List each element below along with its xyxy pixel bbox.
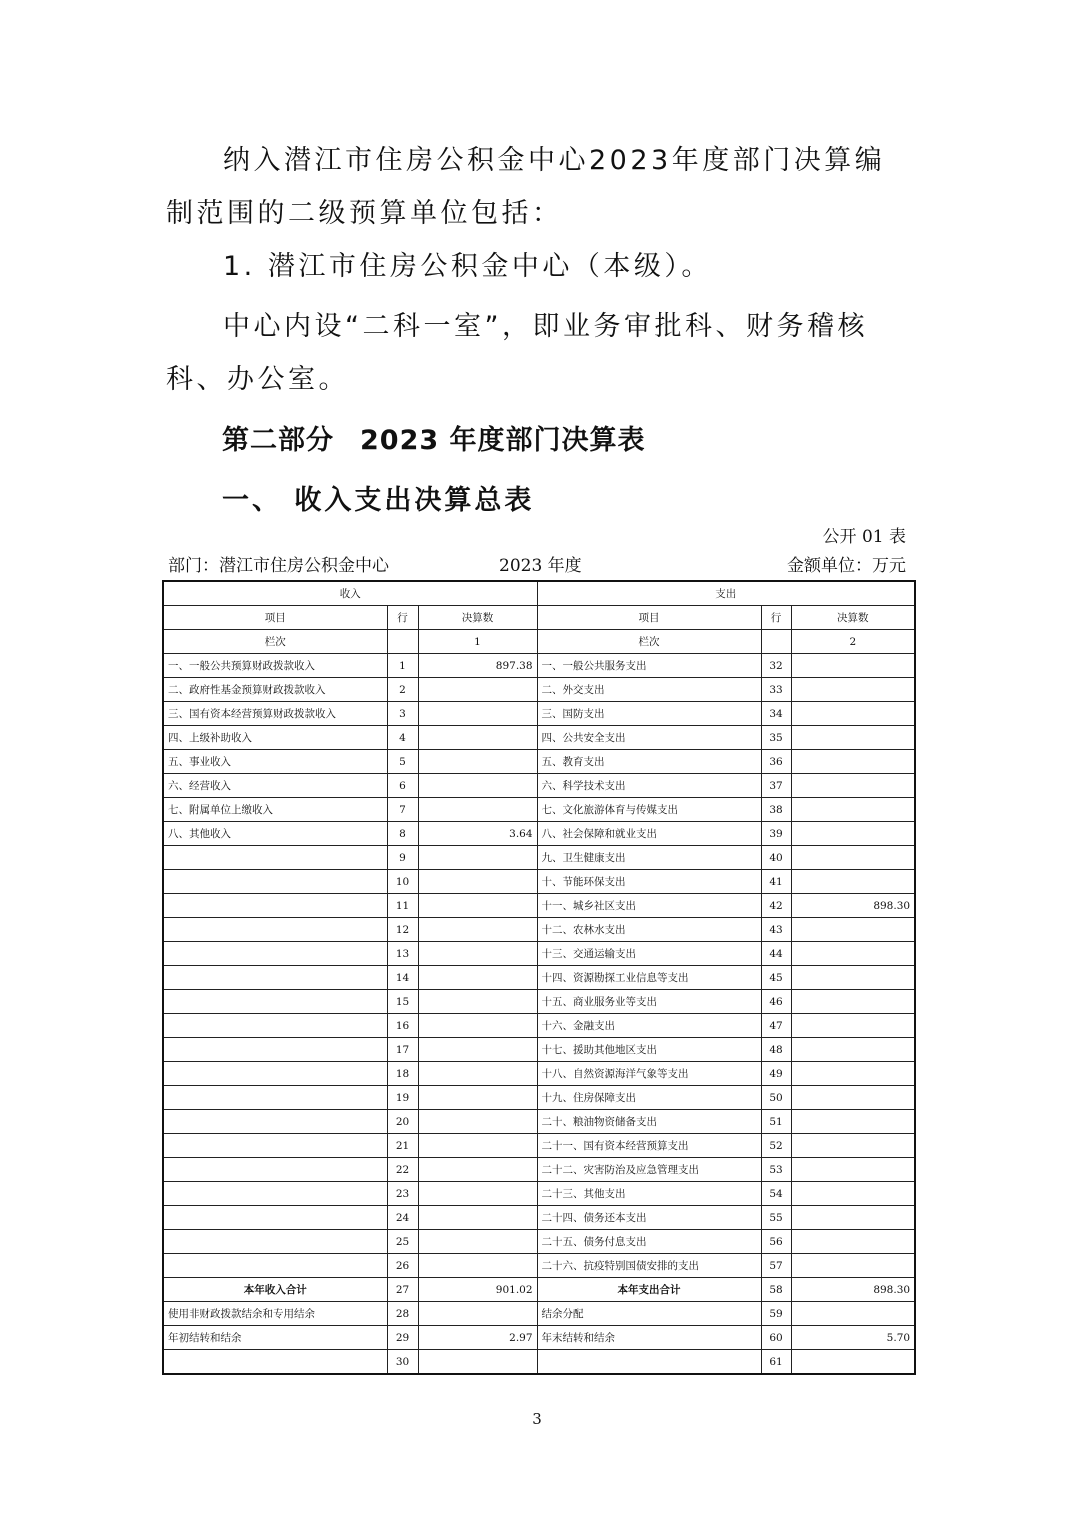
internal-structure-paragraph: 中心内设“二科一室”，即业务审批科、财务稽核科、办公室。: [166, 311, 868, 395]
expense-line-cell: 52: [761, 1134, 791, 1158]
table-row: [163, 798, 915, 822]
expense-amount-col: 决算数: [791, 606, 915, 630]
expense-line-cell: 36: [761, 750, 791, 774]
income-line-cell: 6: [387, 774, 418, 798]
expense-item-cell: 二十五、债务付息支出: [537, 1230, 761, 1254]
expense-amount-cell: [791, 870, 915, 894]
table-row: [163, 990, 915, 1014]
table-row: [163, 750, 915, 774]
income-line-cell: 15: [387, 990, 418, 1014]
expense-item-cell: 十八、自然资源海洋气象等支出: [537, 1062, 761, 1086]
expense-amount-cell: 5.70: [791, 1326, 915, 1350]
expense-line-cell: 38: [761, 798, 791, 822]
income-amount-cell: 901.02: [418, 1278, 537, 1302]
income-item-cell: 使用非财政拨款结余和专用结余: [163, 1302, 387, 1326]
expense-line-cell: 44: [761, 942, 791, 966]
expense-line-cell: 42: [761, 894, 791, 918]
income-item-cell: [163, 846, 387, 870]
expense-item-cell: 七、文化旅游体育与传媒支出: [537, 798, 761, 822]
income-line-cell: 18: [387, 1062, 418, 1086]
expense-amount-cell: [791, 822, 915, 846]
expense-amount-cell: [791, 1134, 915, 1158]
expense-line-cell: 60: [761, 1326, 791, 1350]
expense-amount-cell: [791, 1182, 915, 1206]
expense-amount-cell: [791, 654, 915, 678]
expense-amount-cell: [791, 1062, 915, 1086]
income-expense-table: [162, 580, 916, 1375]
income-item-cell: [163, 990, 387, 1014]
part-title: 2023 年度部门决算表: [360, 425, 646, 456]
expense-item-cell: 八、社会保障和就业支出: [537, 822, 761, 846]
table-row: [163, 966, 915, 990]
income-line-cell: 2: [387, 678, 418, 702]
intro-paragraph: 纳入潜江市住房公积金中心2023年度部门决算编制范围的二级预算单位包括：: [166, 145, 886, 229]
expense-item-cell: 十六、金融支出: [537, 1014, 761, 1038]
income-item-cell: 八、其他收入: [163, 822, 387, 846]
income-amount-cell: [418, 918, 537, 942]
expense-amount-cell: [791, 990, 915, 1014]
expense-amount-cell: [791, 774, 915, 798]
expense-line-cell: 53: [761, 1158, 791, 1182]
expense-item-cell: 十三、交通运输支出: [537, 942, 761, 966]
table-row: [163, 1086, 915, 1110]
expense-amount-cell: [791, 966, 915, 990]
expense-item-cell: 二十四、债务还本支出: [537, 1206, 761, 1230]
expense-item-cell: 十、节能环保支出: [537, 870, 761, 894]
income-item-cell: [163, 894, 387, 918]
income-amount-cell: [418, 966, 537, 990]
income-line-cell: 24: [387, 1206, 418, 1230]
table-row: [163, 1302, 915, 1326]
expense-line-cell: 47: [761, 1014, 791, 1038]
part-label: 第二部分: [222, 425, 334, 456]
expense-amount-cell: [791, 1014, 915, 1038]
expense-line-cell: 50: [761, 1086, 791, 1110]
fiscal-year-label: 2023 年度: [499, 556, 582, 576]
income-amount-cell: [418, 1350, 537, 1375]
expense-line-cell: 33: [761, 678, 791, 702]
expense-line-cell: 56: [761, 1230, 791, 1254]
expense-item-cell: 九、卫生健康支出: [537, 846, 761, 870]
income-line-cell: 30: [387, 1350, 418, 1375]
expense-line-cell: 49: [761, 1062, 791, 1086]
expense-amount-cell: [791, 1110, 915, 1134]
income-line-cell: 29: [387, 1326, 418, 1350]
income-item-col: 项目: [163, 606, 387, 630]
expense-lanci-line: [761, 630, 791, 654]
income-amount-cell: [418, 726, 537, 750]
expense-line-col: 行: [761, 606, 791, 630]
income-line-cell: 5: [387, 750, 418, 774]
income-amount-cell: [418, 990, 537, 1014]
expense-amount-cell: [791, 1302, 915, 1326]
expense-amount-cell: [791, 1350, 915, 1375]
table-row: [163, 726, 915, 750]
section-heading: 一、 收入支出决算总表: [222, 485, 535, 516]
income-item-cell: 二、政府性基金预算财政拨款收入: [163, 678, 387, 702]
expense-item-cell: 六、科学技术支出: [537, 774, 761, 798]
column-index-row: [163, 630, 915, 654]
amount-unit-label: 金额单位：万元: [787, 556, 906, 576]
income-item-cell: [163, 966, 387, 990]
income-item-cell: [163, 1206, 387, 1230]
expense-line-cell: 61: [761, 1350, 791, 1375]
expense-item-cell: 结余分配: [537, 1302, 761, 1326]
income-amount-cell: [418, 750, 537, 774]
table-row: [163, 1254, 915, 1278]
income-header: 收入: [163, 581, 537, 606]
expense-amount-cell: [791, 1230, 915, 1254]
income-line-cell: 8: [387, 822, 418, 846]
expense-item-cell: 五、教育支出: [537, 750, 761, 774]
income-item-cell: 四、上级补助收入: [163, 726, 387, 750]
income-amount-cell: [418, 1110, 537, 1134]
income-lanci-line: [387, 630, 418, 654]
income-line-cell: 13: [387, 942, 418, 966]
income-item-cell: [163, 1182, 387, 1206]
income-item-cell: [163, 1062, 387, 1086]
table-row: [163, 1158, 915, 1182]
income-amount-cell: [418, 1230, 537, 1254]
unit-list-item: 1. 潜江市住房公积金中心（本级）。: [223, 251, 712, 282]
expense-header: 支出: [537, 581, 915, 606]
income-line-cell: 25: [387, 1230, 418, 1254]
expense-amount-cell: [791, 1086, 915, 1110]
table-row: [163, 1206, 915, 1230]
table-row: [163, 1014, 915, 1038]
expense-amount-cell: [791, 1206, 915, 1230]
income-amount-cell: [418, 702, 537, 726]
table-row: [163, 1038, 915, 1062]
expense-line-cell: 48: [761, 1038, 791, 1062]
income-amount-cell: [418, 1206, 537, 1230]
income-line-cell: 16: [387, 1014, 418, 1038]
income-item-cell: [163, 1086, 387, 1110]
table-row: [163, 846, 915, 870]
income-line-cell: 21: [387, 1134, 418, 1158]
income-line-cell: 7: [387, 798, 418, 822]
income-line-cell: 23: [387, 1182, 418, 1206]
income-line-cell: 10: [387, 870, 418, 894]
page-number: 3: [532, 1410, 542, 1428]
income-item-cell: 五、事业收入: [163, 750, 387, 774]
expense-item-cell: 四、公共安全支出: [537, 726, 761, 750]
expense-item-cell: 二十二、灾害防治及应急管理支出: [537, 1158, 761, 1182]
expense-line-cell: 55: [761, 1206, 791, 1230]
expense-item-cell: 二十三、其他支出: [537, 1182, 761, 1206]
expense-amount-cell: [791, 1254, 915, 1278]
income-item-cell: 一、一般公共预算财政拨款收入: [163, 654, 387, 678]
table-row: [163, 774, 915, 798]
income-line-cell: 17: [387, 1038, 418, 1062]
column-header-row: [163, 606, 915, 630]
income-line-cell: 26: [387, 1254, 418, 1278]
expense-amount-cell: [791, 942, 915, 966]
expense-line-cell: 40: [761, 846, 791, 870]
table-row: [163, 1230, 915, 1254]
expense-line-cell: 41: [761, 870, 791, 894]
income-amount-cell: [418, 1182, 537, 1206]
expense-line-cell: 54: [761, 1182, 791, 1206]
income-amount-cell: [418, 1014, 537, 1038]
income-amount-cell: [418, 1254, 537, 1278]
expense-line-cell: 57: [761, 1254, 791, 1278]
table-row: [163, 654, 915, 678]
income-item-cell: 六、经营收入: [163, 774, 387, 798]
income-amount-cell: [418, 870, 537, 894]
expense-item-cell: 二、外交支出: [537, 678, 761, 702]
income-item-cell: 三、国有资本经营预算财政拨款收入: [163, 702, 387, 726]
expense-line-cell: 45: [761, 966, 791, 990]
expense-item-cell: 二十一、国有资本经营预算支出: [537, 1134, 761, 1158]
income-amount-cell: [418, 942, 537, 966]
income-item-cell: [163, 1038, 387, 1062]
table-row: [163, 1110, 915, 1134]
expense-amount-cell: 898.30: [791, 1278, 915, 1302]
table-row: [163, 822, 915, 846]
income-amount-cell: [418, 1158, 537, 1182]
income-amount-cell: [418, 846, 537, 870]
expense-line-cell: 37: [761, 774, 791, 798]
income-amount-col: 决算数: [418, 606, 537, 630]
income-item-cell: [163, 1158, 387, 1182]
department-label: 部门：潜江市住房公积金中心: [168, 556, 389, 576]
expense-line-cell: 34: [761, 702, 791, 726]
income-item-cell: [163, 870, 387, 894]
expense-item-cell: 二十六、抗疫特别国债安排的支出: [537, 1254, 761, 1278]
income-col-number: 1: [418, 630, 537, 654]
income-line-col: 行: [387, 606, 418, 630]
expense-amount-cell: [791, 798, 915, 822]
table-row: [163, 678, 915, 702]
income-amount-cell: [418, 1302, 537, 1326]
expense-item-cell: 年末结转和结余: [537, 1326, 761, 1350]
income-line-cell: 11: [387, 894, 418, 918]
expense-item-cell: 十四、资源勘探工业信息等支出: [537, 966, 761, 990]
expense-amount-cell: [791, 702, 915, 726]
expense-line-cell: 59: [761, 1302, 791, 1326]
table-row: [163, 894, 915, 918]
income-amount-cell: [418, 1062, 537, 1086]
expense-line-cell: 35: [761, 726, 791, 750]
income-amount-cell: [418, 1134, 537, 1158]
income-item-cell: [163, 1110, 387, 1134]
expense-item-cell: 十九、住房保障支出: [537, 1086, 761, 1110]
expense-line-cell: 51: [761, 1110, 791, 1134]
expense-line-cell: 39: [761, 822, 791, 846]
table-row: [163, 942, 915, 966]
table-row: [163, 870, 915, 894]
table-tag: 公开 01 表: [822, 527, 906, 547]
part-heading: [222, 418, 646, 457]
table-row: [163, 1182, 915, 1206]
income-line-cell: 28: [387, 1302, 418, 1326]
expense-line-cell: 43: [761, 918, 791, 942]
income-item-cell: [163, 918, 387, 942]
table-row: [163, 702, 915, 726]
income-line-cell: 22: [387, 1158, 418, 1182]
income-amount-cell: [418, 774, 537, 798]
expense-item-cell: [537, 1350, 761, 1375]
income-item-cell: [163, 1014, 387, 1038]
table-row: [163, 1350, 915, 1375]
expense-item-cell: 本年支出合计: [537, 1278, 761, 1302]
expense-amount-cell: [791, 846, 915, 870]
expense-line-cell: 46: [761, 990, 791, 1014]
income-item-cell: 本年收入合计: [163, 1278, 387, 1302]
income-amount-cell: [418, 894, 537, 918]
income-item-cell: [163, 942, 387, 966]
expense-amount-cell: [791, 1038, 915, 1062]
expense-item-cell: 十七、援助其他地区支出: [537, 1038, 761, 1062]
income-amount-cell: [418, 678, 537, 702]
expense-col-number: 2: [791, 630, 915, 654]
income-line-cell: 12: [387, 918, 418, 942]
expense-item-cell: 十五、商业服务业等支出: [537, 990, 761, 1014]
expense-amount-cell: [791, 726, 915, 750]
income-line-cell: 9: [387, 846, 418, 870]
income-line-cell: 19: [387, 1086, 418, 1110]
total-row: [163, 1278, 915, 1302]
expense-amount-cell: 898.30: [791, 894, 915, 918]
income-amount-cell: 3.64: [418, 822, 537, 846]
income-line-cell: 14: [387, 966, 418, 990]
table-header-row: [163, 581, 915, 606]
expense-item-col: 项目: [537, 606, 761, 630]
income-item-cell: [163, 1254, 387, 1278]
income-line-cell: 20: [387, 1110, 418, 1134]
income-item-cell: [163, 1134, 387, 1158]
income-item-cell: 七、附属单位上缴收入: [163, 798, 387, 822]
income-amount-cell: 897.38: [418, 654, 537, 678]
expense-line-cell: 32: [761, 654, 791, 678]
income-amount-cell: [418, 798, 537, 822]
income-line-cell: 27: [387, 1278, 418, 1302]
income-amount-cell: 2.97: [418, 1326, 537, 1350]
income-amount-cell: [418, 1038, 537, 1062]
expense-amount-cell: [791, 750, 915, 774]
table-row: [163, 1326, 915, 1350]
income-item-cell: [163, 1230, 387, 1254]
income-item-cell: 年初结转和结余: [163, 1326, 387, 1350]
expense-item-cell: 三、国防支出: [537, 702, 761, 726]
income-lanci: 栏次: [163, 630, 387, 654]
expense-amount-cell: [791, 918, 915, 942]
expense-item-cell: 十二、农林水支出: [537, 918, 761, 942]
table-row: [163, 918, 915, 942]
income-amount-cell: [418, 1086, 537, 1110]
expense-lanci: 栏次: [537, 630, 761, 654]
expense-item-cell: 二十、粮油物资储备支出: [537, 1110, 761, 1134]
expense-item-cell: 一、一般公共服务支出: [537, 654, 761, 678]
expense-item-cell: 十一、城乡社区支出: [537, 894, 761, 918]
income-line-cell: 4: [387, 726, 418, 750]
table-row: [163, 1134, 915, 1158]
table-row: [163, 1062, 915, 1086]
expense-amount-cell: [791, 1158, 915, 1182]
income-item-cell: [163, 1350, 387, 1375]
income-line-cell: 3: [387, 702, 418, 726]
expense-line-cell: 58: [761, 1278, 791, 1302]
income-line-cell: 1: [387, 654, 418, 678]
expense-amount-cell: [791, 678, 915, 702]
